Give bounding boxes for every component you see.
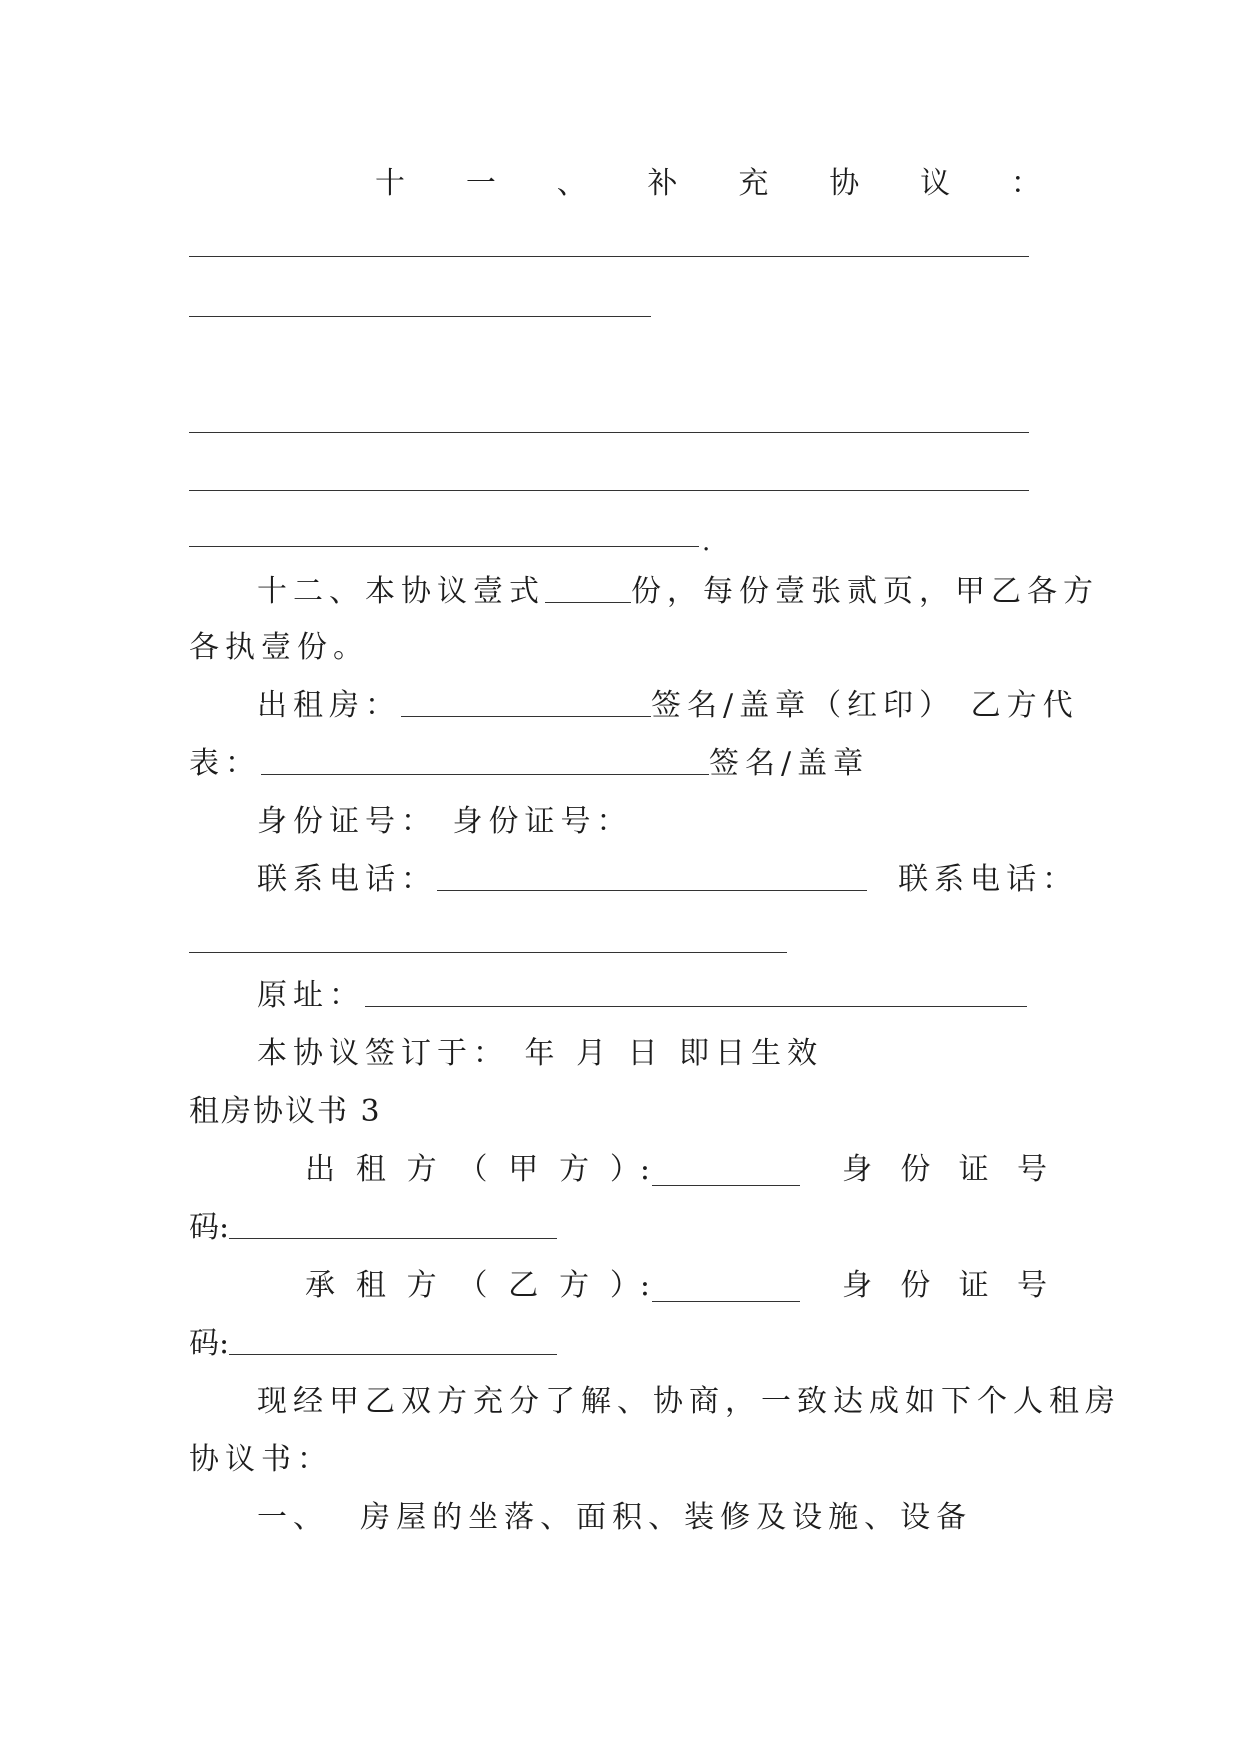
section-12-line-2: 各执壹份。 bbox=[189, 630, 369, 665]
clause-1-heading: 一、 房屋的坐落、面积、装修及设施、设备 bbox=[257, 1500, 973, 1535]
phone-blank-2 bbox=[189, 952, 787, 953]
lessor-name-blank bbox=[652, 1155, 800, 1186]
lessor-sign-blank bbox=[401, 686, 651, 717]
blank-line-1 bbox=[189, 256, 1029, 257]
phone-line: 联系电话： 联系电话： bbox=[257, 862, 1079, 897]
b-rep-sign-line: 表： 签名/盖章 bbox=[189, 746, 870, 781]
blank-line-5 bbox=[189, 546, 699, 547]
blank-line-end-dot: . bbox=[702, 527, 711, 557]
blank-line-4 bbox=[189, 490, 1029, 491]
lessor-id-blank bbox=[229, 1208, 557, 1239]
phone-blank-1 bbox=[437, 860, 867, 891]
lessee-id-line: 承 租 方 （ 乙 方 ）: 身 份 证 号 bbox=[305, 1268, 1047, 1303]
intro-line-2: 协议书： bbox=[189, 1442, 333, 1477]
blank-line-3 bbox=[189, 432, 1029, 433]
lessor-sign-line: 出租房： 签名/盖章（红印） 乙方代 bbox=[257, 688, 1079, 723]
blank-line-2 bbox=[189, 316, 651, 317]
lessee-id-blank bbox=[229, 1324, 557, 1355]
address-line: 原址： bbox=[257, 974, 1050, 1018]
intro-line-1: 现经甲乙双方充分了解、协商，一致达成如下个人租房 bbox=[257, 1384, 1121, 1419]
section-11-title: 十 一 、 补 充 协 议 ： bbox=[375, 166, 1041, 201]
address-blank bbox=[365, 976, 1027, 1007]
lessee-id-code-line: 码: bbox=[189, 1322, 1050, 1366]
signed-date-line: 本协议签订于： 年 月 日 即日生效 bbox=[257, 1036, 824, 1071]
id-number-line: 身份证号： 身份证号： bbox=[257, 804, 633, 839]
b-rep-sign-blank bbox=[261, 744, 709, 775]
lessee-name-blank bbox=[652, 1271, 800, 1302]
section-12-line-1: 十二、本协议壹式 份，每份壹张贰页，甲乙各方 bbox=[257, 574, 1099, 609]
lessor-id-code-line: 码: bbox=[189, 1206, 1050, 1250]
doc-title: 租房协议书 3 bbox=[189, 1094, 382, 1129]
copies-blank bbox=[545, 572, 631, 603]
lessor-id-line: 出 租 方 （ 甲 方 ）: 身 份 证 号 bbox=[305, 1152, 1047, 1187]
